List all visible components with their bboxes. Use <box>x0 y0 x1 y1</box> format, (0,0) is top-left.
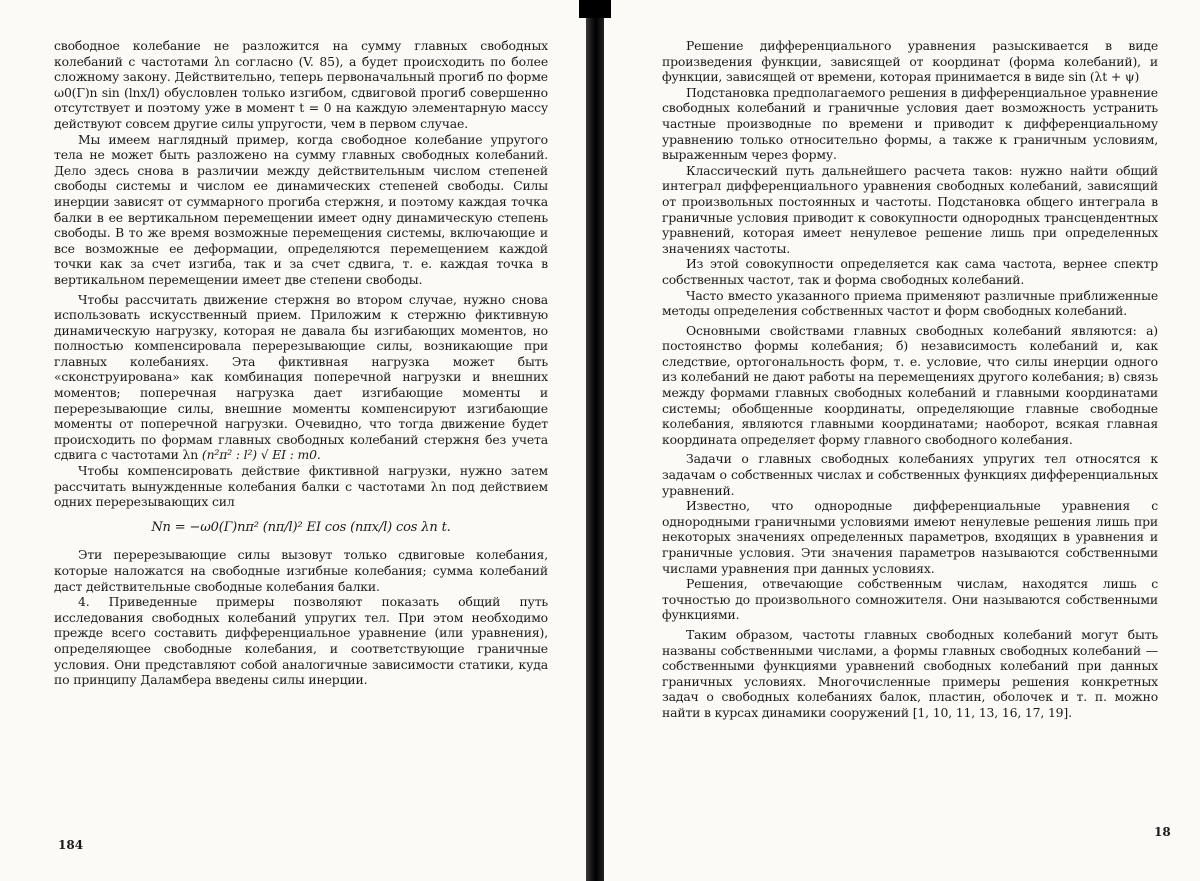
right-paragraph: Решения, отвечающие собственным числам, находятся лишь с точностью до произвольного сомножителя. Они называются собственными функциями. <box>662 576 1158 623</box>
right-paragraph: Часто вместо указанного приема применяют различные приближенные методы определения собственных частот и форм свободных колебаний. <box>662 287 1158 319</box>
right-paragraph: Подстановка предполагаемого решения в дифференциальное уравнение свободных колебаний и граничные условия дает возможность устранить частные производные по времени и приводит к дифференциальному уравнению только относительно формы, а также к граничным условиям, выраженным через форму. <box>662 84 1158 163</box>
page-number-left: 184 <box>58 838 84 852</box>
left-paragraph-text: Чтобы рассчитать движение стержня во втором случае, нужно снова использовать искусственный прием. Приложим к стержню фиктивную динамическую нагрузку, которая не давала бы изгибающих моментов, но полностью компенсировала перерезывающие силы, возникающие при главных колебаниях. Эта фиктивная нагрузка может быть «сконструирована» как комбинация поперечной нагрузки и внешних моментов; поперечная нагрузка дает изгибающие моменты и перерезывающие силы, внешние моменты компенсируют изгибающие моменты от поперечной нагрузки. Очевидно, что тогда движение будет происходить по формам главных свободных колебаний стержня без учета сдвига с частотами λn <box>54 291 548 463</box>
right-paragraph: Задачи о главных свободных колебаниях упругих тел относятся к задачам о собственных числах и собственных функциях дифференциальных уравнений. <box>662 451 1158 498</box>
left-paragraph: Эти перерезывающие силы вызовут только сдвиговые колебания, которые наложатся на свободные изгибные колебания; сумма колебаний даст действительные свободные колебания балки. <box>54 547 548 594</box>
right-paragraph: Таким образом, частоты главных свободных колебаний могут быть названы собственными числами, а формы главных свободных колебаний — собственными функциями уравнений свободных колебаний при данных граничных условиях. Многочисленные примеры решения конкретных задач о свободных колебаниях балок, пластин, оболочек и т. п. можно найти в курсах динамики сооружений [1, 10, 11, 13, 16, 17, 19]. <box>662 626 1158 720</box>
inline-formula: (n²π² : l²) √ EI : m0. <box>201 447 321 463</box>
left-page-text <box>54 38 548 688</box>
right-paragraph: Из этой совокупности определяется как сама частота, вернее спектр собственных частот, так и форма свободных колебаний. <box>662 256 1158 287</box>
left-paragraph: 4. Приведенные примеры позволяют показать общий путь исследования свободных колебаний упругих тел. При этом необходимо прежде всего составить дифференциальное уравнение (или уравнения), определяющее свободные колебания, и соответствующие граничные условия. Они представляют собой аналогичные зависимости статики, куда по принципу Даламбера введены силы инерции. <box>54 594 548 688</box>
left-page <box>0 0 590 881</box>
left-paragraph: Чтобы компенсировать действие фиктивной нагрузки, нужно затем рассчитать вынужденные колебания балки с частотами λn под действием одних перерезывающих сил <box>54 463 548 510</box>
right-paragraph: Классический путь дальнейшего расчета таков: нужно найти общий интеграл дифференциального уравнения свободных колебаний, зависящий от произвольных постоянных и частоты. Подстановка общего интеграла в граничные условия приводит к совокупности однородных трансцендентных уравнений, которая имеет ненулевое решение лишь при определенных значениях частоты. <box>662 162 1158 256</box>
right-paragraph: Решение дифференциального уравнения разыскивается в виде произведения функции, зависящей от координат (форма колебаний), и функции, зависящей от времени, которая принимается в виде sin (λt + ψ) <box>662 38 1158 85</box>
left-paragraph: Мы имеем наглядный пример, когда свободное колебание упругого тела не может быть разложено на сумму главных свободных колебаний. Дело здесь снова в различии между действительным числом степеней свободы системы и числом ее динамических степеней свободы. Силы инерции зависят от суммарного прогиба стержня, и поэтому каждая точка балки в ее вертикальном перемещении имеет одну динамическую степень свободы. В то же время возможные перемещения системы, включающие и все возможные ее деформации, определяются перемещением каждой точки как за счет изгиба, так и за счет сдвига, т. е. каждая точка в вертикальном перемещении имеет две степени свободы. <box>54 131 548 287</box>
right-paragraph: Основными свойствами главных свободных колебаний являются: а) постоянство формы колебания; б) независимость колебаний и, как следствие, ортогональность форм, т. е. условие, что силы инерции одного из колебаний не дают работы на перемещениях другого колебания; в) связь между формами главных свободных колебаний и главными координатами системы; обобщенные координаты, определяющие главные свободные колебания, являются главными координатами; наоборот, всякая главная координата определяет форму главного свободного колебания. <box>662 322 1158 447</box>
left-paragraph: свободное колебание не разложится на сумму главных свободных колебаний с частотами λn согласно (V. 85), а будет происходить по более сложному закону. Действительно, теперь первоначальный прогиб по форме ω0(Γ)n sin (lnx/l) обусловлен только изгибом, сдвиговой прогиб совершенно отсутствует и поэтому уже в момент t = 0 на каждую элементарную массу действуют совсем другие силы упругости, чем в первом случае. <box>54 38 548 131</box>
right-page <box>606 0 1200 881</box>
page-number-right: 18 <box>1154 825 1171 839</box>
book-gutter <box>586 0 604 881</box>
right-paragraph: Известно, что однородные дифференциальные уравнения с однородными граничными условиями имеют ненулевые решения лишь при некоторых значениях определенных параметров, входящих в уравнения и граничные условия. Эти значения параметров называются собственными числами уравнения при данных условиях. <box>662 498 1158 576</box>
left-paragraph <box>54 292 548 464</box>
right-page-text <box>662 38 1158 721</box>
display-formula: Nn = −ω0(Г)nπ² (nπ/l)² EI cos (nπx/l) cos λn t. <box>151 519 451 535</box>
